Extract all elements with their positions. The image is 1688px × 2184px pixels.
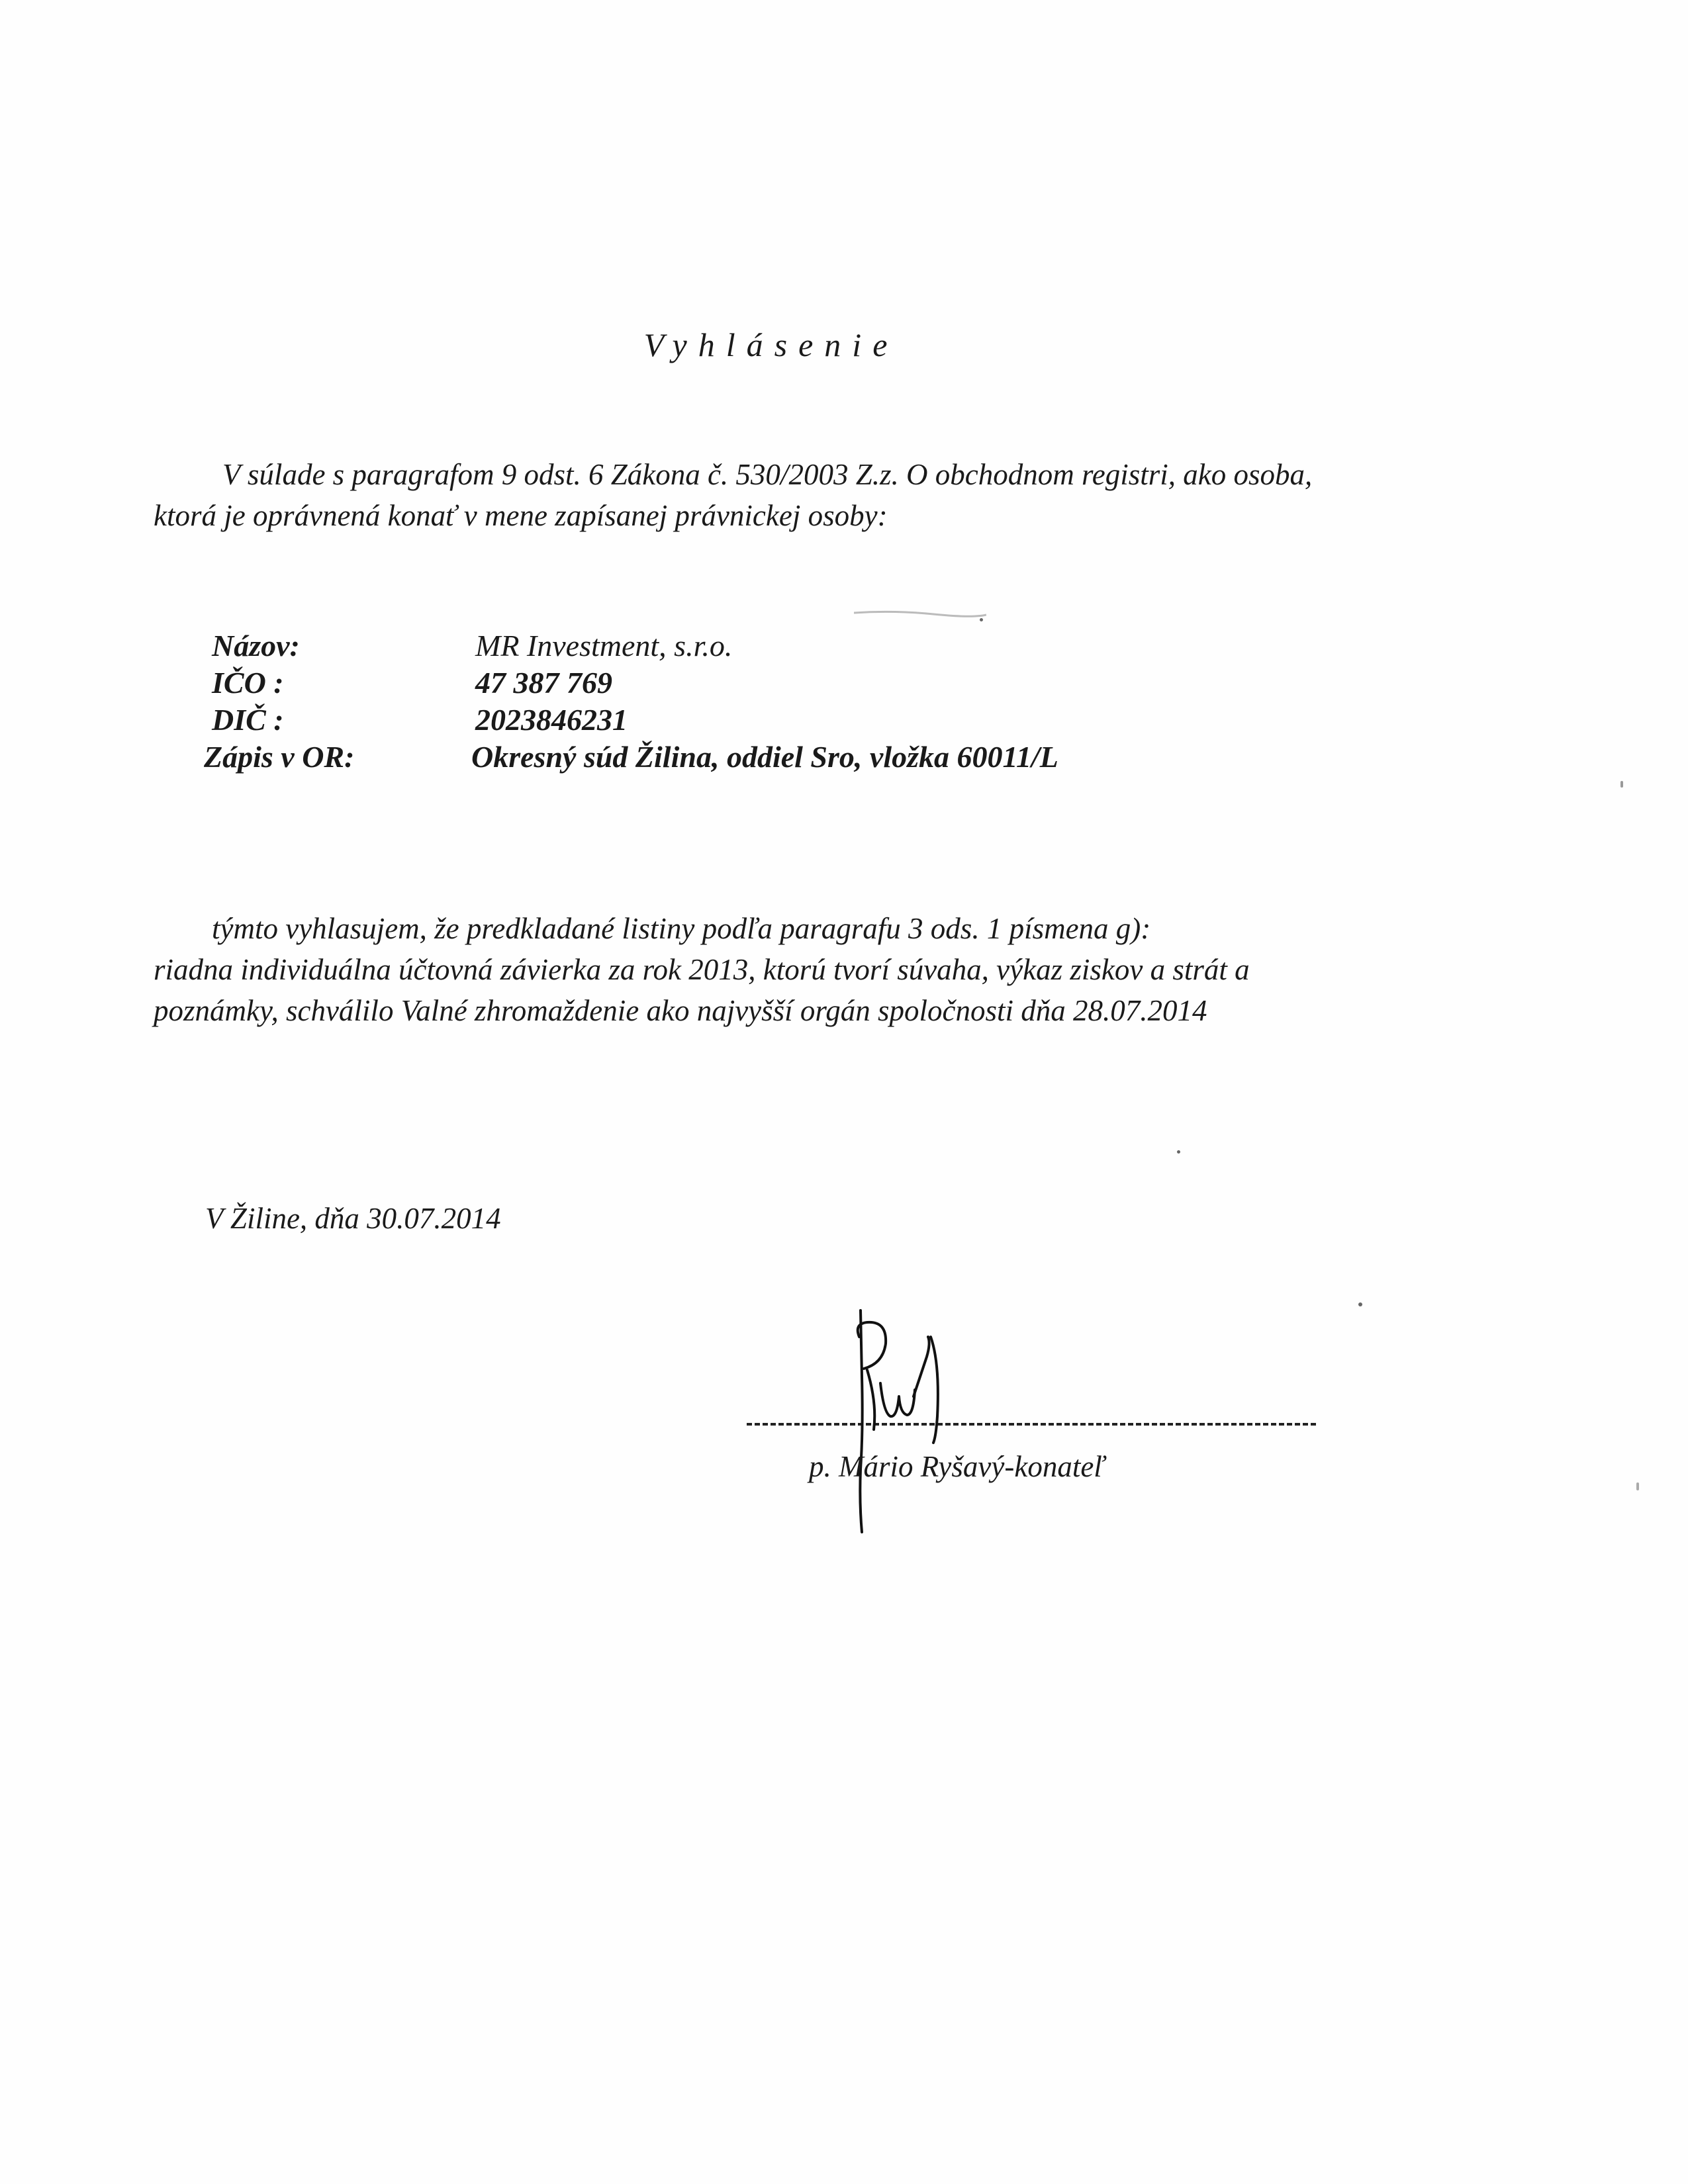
scan-smudge [854,609,986,618]
company-register-value: Okresný súd Žilina, oddiel Sro, vložka 60011/L [471,740,1058,774]
declaration-paragraph [154,908,1544,1031]
handwritten-signature [814,1297,986,1535]
company-name-value: MR Investment, s.r.o. [475,629,733,662]
declaration-line-3: poznámky, schválilo Valné zhromaždenie ako najvyšší orgán spoločnosti dňa 28.07.2014 [154,994,1207,1027]
declaration-line-1: týmto vyhlasujem, že predkladané listiny podľa paragrafu 3 ods. 1 písmena g): [212,912,1151,945]
scan-speck [1358,1302,1362,1306]
intro-line-1: V súlade s paragrafom 9 odst. 6 Zákona č. 530/2003 Z.z. O obchodnom registri, ako osoba, [222,458,1313,491]
company-ico-value: 47 387 769 [475,666,612,700]
company-dic-label: DIČ : [212,703,284,737]
intro-paragraph [154,454,1477,536]
signatory-name: p. Mário Ryšavý-konateľ [809,1450,1105,1483]
intro-line-2: ktorá je oprávnená konať v mene zapísanej právnickej osoby: [154,499,888,532]
scan-speck [1620,781,1623,788]
scan-speck [980,618,983,621]
scan-speck [1177,1150,1180,1154]
company-name-label: Názov: [212,629,300,662]
company-ico-label: IČO : [212,666,284,700]
document-title: Vyhlásenie [643,326,899,363]
company-dic-value: 2023846231 [475,703,628,737]
place-and-date: V Žiline, dňa 30.07.2014 [205,1202,501,1235]
declaration-line-2: riadna individuálna účtovná závierka za rok 2013, ktorú tvorí súvaha, výkaz ziskov a strát a [154,953,1250,986]
scan-speck [1636,1482,1639,1490]
company-register-label: Zápis v OR: [204,740,355,774]
